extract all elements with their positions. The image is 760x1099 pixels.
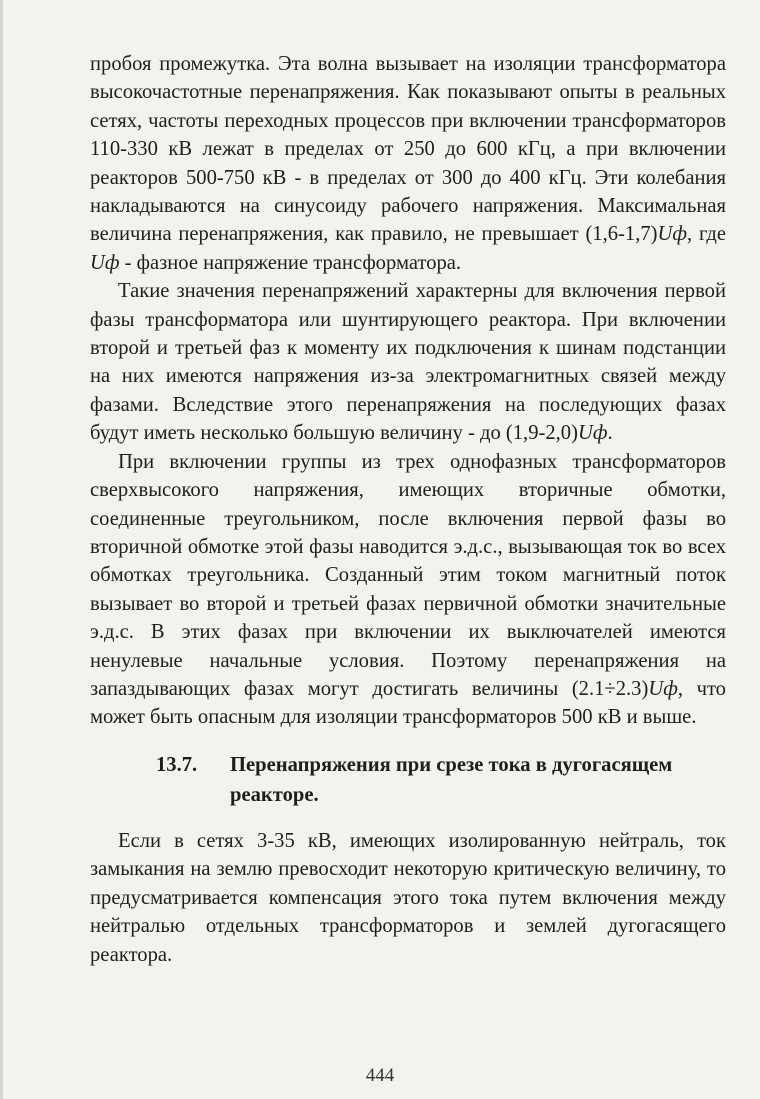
phase-voltage-symbol: Uф	[657, 223, 688, 246]
paragraph-3-text-end: , что может быть опасным для изоляции трансформаторов 500 кВ и выше.	[90, 677, 726, 729]
page-body	[90, 50, 726, 732]
paragraph-2-text: Такие значения перенапряжений характерны для включения первой фазы трансформатора или шунтирующего реактора. При включении второй и третьей фаз к моменту их подключения к шинам подстанции на них имеются напряжения из-за электромагнитных связей между фазами. Вследствие этого перенапряжения на последующих фазах будут иметь несколько большую величину - до (1,9-2,0)	[90, 280, 726, 445]
section-title: Перенапряжения при срезе тока в дугогасящем реакторе.	[230, 754, 673, 806]
phase-voltage-symbol: Uф	[577, 422, 608, 445]
paragraph-3-text: При включении группы из трех однофазных трансформаторов сверхвысокого напряжения, имеющих вторичные обмотки, соединенные треугольником, после включения первой фазы во вторичной обмотке этой фазы наводится э.д.с., вызывающая ток во всех обмотках треугольника. Созданный этим током магнитный поток вызывает во второй и третьей фазах первичной обмотки значительные э.д.с. В этих фазах при включении их выключателей имеются ненулевые начальные условия. Поэтому перенапряжения на запаздывающих фазах могут достигать величины (2.1÷2.3)	[90, 450, 726, 700]
section-number: 13.7.	[156, 754, 198, 776]
section-heading	[156, 750, 696, 810]
page-body-continued	[90, 827, 726, 969]
paragraph-1-text-mid: , где	[687, 223, 726, 246]
paragraph-3	[90, 448, 726, 732]
paragraph-1	[90, 50, 726, 277]
paragraph-1-text: пробоя промежутка. Эта волна вызывает на изоляции трансформатора высокочастотные перенапряжения. Как показывают опыты в реальных сетях, частоты переходных процессов при включении трансформаторов 110-330 кВ лежат в пределах от 250 до 600 кГц, а при включении реакторов 500-750 кВ - в пределах от 300 до 400 кГц. Эти колебания накладываются на синусоиду рабочего напряжения. Максимальная величина перенапряжения, как правило, не превышает (1,6-1,7)	[90, 53, 726, 246]
phase-voltage-symbol: Uф	[90, 251, 120, 274]
paragraph-2	[90, 277, 726, 447]
phase-voltage-symbol: Uф	[648, 677, 678, 700]
paragraph-1-text-end: - фазное напряжение трансформатора.	[119, 251, 462, 274]
scan-edge	[0, 0, 3, 1099]
page-number: 444	[365, 1065, 395, 1086]
paragraph-4: Если в сетях 3-35 кВ, имеющих изолированную нейтраль, ток замыкания на землю превосходит некоторую критическую величину, то предусматривается компенсация этого тока путем включения между нейтралью отдельных трансформаторов и землей дугогасящего реактора.	[90, 830, 726, 966]
paragraph-2-text-end: .	[607, 422, 613, 445]
